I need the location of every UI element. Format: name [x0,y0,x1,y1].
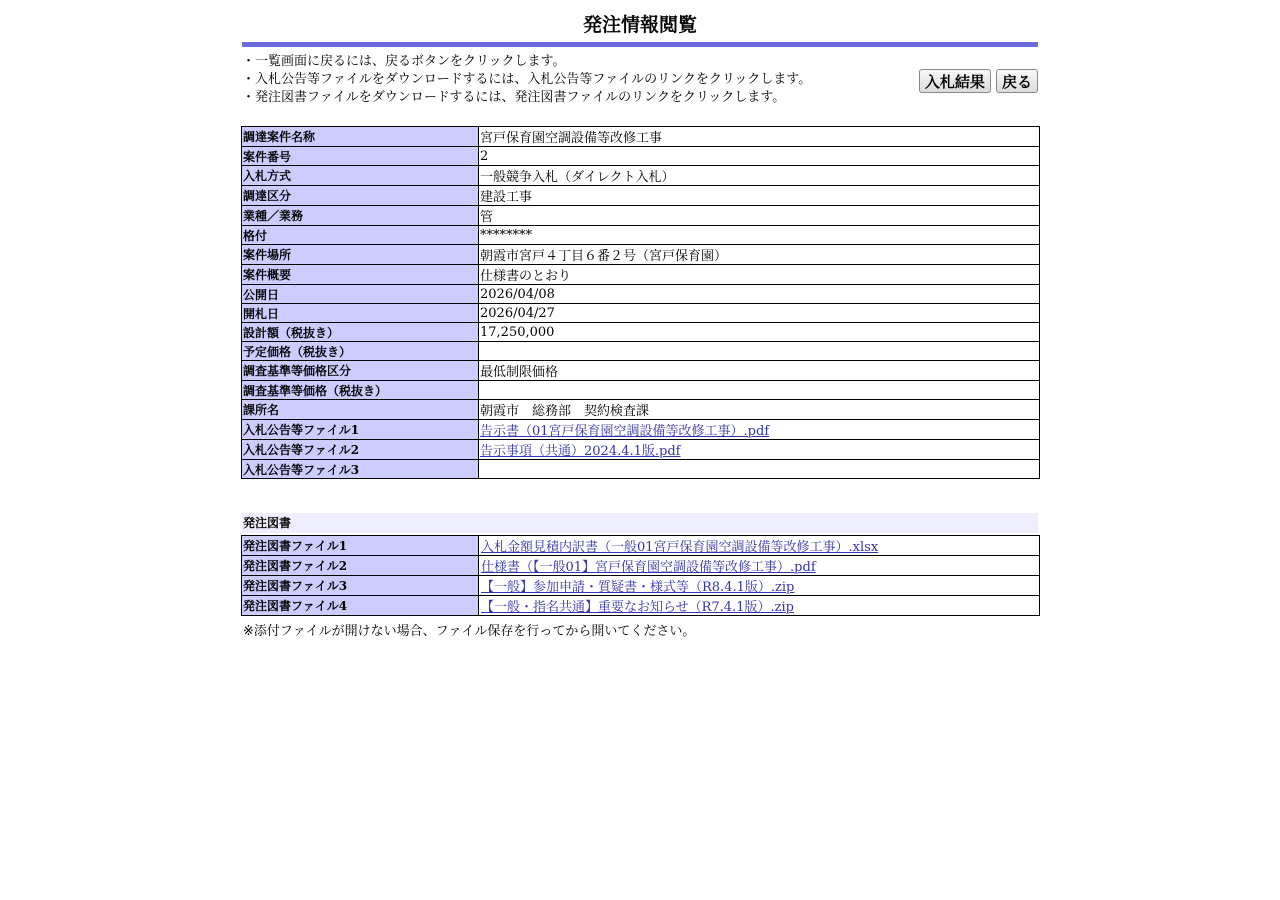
row-label: 発注図書ファイル1 [242,536,479,556]
row-value [479,596,1040,616]
row-label: 調査基準等価格（税抜き） [242,381,479,400]
instruction-item: ・入札公告等ファイルをダウンロードするには、入札公告等ファイルのリンクをクリックします。 [242,72,812,87]
row-label: 格付 [242,226,479,245]
table-row [242,265,1040,285]
table-row [242,206,1040,226]
row-label: 開札日 [242,304,479,323]
table-row [242,147,1040,166]
row-value: 一般競争入札（ダイレクト入札） [479,166,1040,186]
row-value: 朝霞市宮戸４丁目６番２号（宮戸保育園） [479,245,1040,265]
page-container [242,0,1038,639]
row-label: 入札公告等ファイル2 [242,440,479,460]
row-label: 調達案件名称 [242,127,479,147]
row-value [479,420,1040,440]
order-doc-link-1[interactable]: 入札金額見積内訳書（一般01宮戸保育園空調設備等改修工事）.xlsx [481,540,879,555]
row-value: 建設工事 [479,186,1040,206]
row-label: 業種／業務 [242,206,479,226]
row-value [479,576,1040,596]
row-value: 宮戸保育園空調設備等改修工事 [479,127,1040,147]
row-label: 発注図書ファイル3 [242,576,479,596]
row-label: 発注図書ファイル4 [242,596,479,616]
row-label: 発注図書ファイル2 [242,556,479,576]
order-doc-link-3[interactable]: 【一般】参加申請・質疑書・様式等（R8.4.1版）.zip [481,580,795,595]
row-value [479,440,1040,460]
attachment-footnote: ※添付ファイルが開けない場合、ファイル保存を行ってから開いてください。 [243,624,696,639]
table-row [242,361,1040,381]
row-value [479,381,1040,400]
notice-file-link-1[interactable]: 告示書（01宮戸保育園空調設備等改修工事）.pdf [480,424,770,439]
table-row [242,400,1040,420]
table-row [242,460,1040,479]
row-label: 公開日 [242,285,479,304]
table-row [242,440,1040,460]
table-row [242,166,1040,186]
row-value: ******** [479,226,1040,245]
table-row [242,285,1040,304]
order-doc-link-2[interactable]: 仕様書（【一般01】宮戸保育園空調設備等改修工事）.pdf [481,560,816,575]
row-label: 調査基準等価格区分 [242,361,479,381]
order-documents-heading: 発注図書 [242,513,1038,533]
notice-file-link-2[interactable]: 告示事項（共通）2024.4.1版.pdf [480,444,681,459]
row-value [479,556,1040,576]
table-row [242,245,1040,265]
table-row [242,556,1040,576]
action-buttons [919,69,1038,93]
row-label: 案件概要 [242,265,479,285]
row-value [479,536,1040,556]
table-row [242,381,1040,400]
title-divider [242,42,1038,47]
row-label: 入札公告等ファイル3 [242,460,479,479]
row-value: 朝霞市 総務部 契約検査課 [479,400,1040,420]
row-label: 入札方式 [242,166,479,186]
row-value: 2026/04/27 [479,304,1040,323]
table-row [242,186,1040,206]
row-label: 予定価格（税抜き） [242,342,479,361]
instruction-item: ・一覧画面に戻るには、戻るボタンをクリックします。 [242,54,566,69]
table-row [242,576,1040,596]
order-documents-table [241,535,1040,616]
row-value: 管 [479,206,1040,226]
instructions [242,53,1038,113]
row-value: 17,250,000 [479,323,1040,342]
table-row [242,304,1040,323]
row-label: 課所名 [242,400,479,420]
row-label: 案件番号 [242,147,479,166]
table-row [242,420,1040,440]
table-row [242,596,1040,616]
case-info-table [241,126,1040,479]
row-value: 2 [479,147,1040,166]
order-doc-link-4[interactable]: 【一般・指名共通】重要なお知らせ（R7.4.1版）.zip [481,600,794,615]
row-label: 案件場所 [242,245,479,265]
instruction-item: ・発注図書ファイルをダウンロードするには、発注図書ファイルのリンクをクリックします。 [242,90,786,105]
back-button[interactable]: 戻る [996,69,1038,93]
table-row [242,536,1040,556]
row-value: 最低制限価格 [479,361,1040,381]
row-value: 2026/04/08 [479,285,1040,304]
row-label: 入札公告等ファイル1 [242,420,479,440]
table-row [242,226,1040,245]
bid-results-button[interactable]: 入札結果 [919,69,991,93]
table-row [242,342,1040,361]
row-value: 仕様書のとおり [479,265,1040,285]
table-row [242,127,1040,147]
table-row [242,323,1040,342]
row-value [479,460,1040,479]
row-label: 調達区分 [242,186,479,206]
page-title: 発注情報閲覧 [582,14,697,36]
row-label: 設計額（税抜き） [242,323,479,342]
row-value [479,342,1040,361]
